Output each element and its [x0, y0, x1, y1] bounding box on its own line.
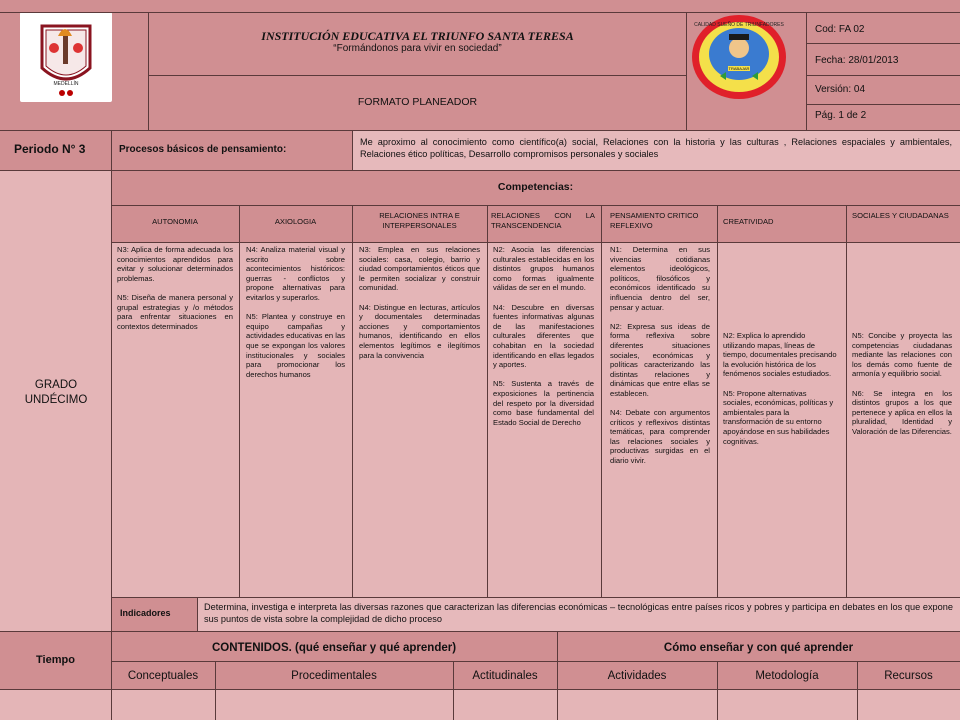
- col-actitudinales: Actitudinales: [472, 670, 538, 682]
- indicadores-text: Determina, investiga e interpreta las diversas razones que caracterizan las diferencias económicas – tecnológicas entre países ricos y pobres y participa en debates en los que expone sus puntos de vista sobre la complejidad de dicho proceso: [204, 602, 953, 624]
- institution-motto: “Formándonos para vivir en sociedad”: [333, 43, 502, 54]
- grade-label: GRADO UNDÉCIMO: [24, 379, 88, 406]
- school-badge-logo: [690, 14, 788, 100]
- comp-text-autonomia: N3: Aplica de forma adecuada los conocimientos aprendidos para evitar y solucionar determinados problemas. N5: Diseña de manera personal y grupal estrategias y /o métodos para enfrentar situaciones en contextos determinados: [117, 245, 233, 331]
- contenidos-label: CONTENIDOS. (qué enseñar y qué aprender): [211, 642, 457, 654]
- period-label: Periodo N° 3: [14, 142, 86, 156]
- comp-text-pensamiento: N1: Determina en sus vivencias cotidianas elementos ideológicos, políticos, filosóficos y económicos identificado su influencia dentro del ser, pensar y actuar. N2: Expresa sus ideas de forma reflexiva sobre diferentes situaciones sociales, económicas y políticas caracterizando las distintas relaciones y dinámicas que entre ellas se establecen. N4: Debate con argumentos críticos y reflexivos distintas temáticas, para comprender las relaciones sociales y productivas surgidas en el diario vivir.: [610, 245, 710, 466]
- comp-header-axiologia: AXIOLOGIA: [274, 217, 317, 226]
- col-recursos: Recursos: [884, 670, 933, 682]
- indicadores-label: Indicadores: [120, 608, 171, 618]
- processes-label: Procesos básicos de pensamiento:: [119, 144, 287, 155]
- competencias-title: Competencias:: [497, 181, 574, 193]
- comp-text-sociales: N5: Concibe y proyecta las competencias ciudadanas mediante las relaciones con los demás como fuente de armonía y equilibrio social. N6: Se integra en los distintos grupos a los que pertenece y aplica en ellos la pluralidad, Identidad y Valoración de las Diferencias.: [852, 331, 952, 436]
- meta-code: Cod: FA 02: [815, 24, 865, 35]
- comp-header-transcendencia: RELACIONES CON LA TRANSCENDENCIA: [491, 211, 595, 230]
- format-title: FORMATO PLANEADOR: [357, 96, 478, 108]
- col-actividades: Actividades: [607, 670, 667, 682]
- meta-page: Pág. 1 de 2: [815, 110, 867, 121]
- comp-header-sociales: SOCIALES Y CIUDADANAS: [852, 211, 949, 220]
- meta-date: Fecha: 28/01/2013: [815, 55, 899, 66]
- school-logo: [22, 14, 110, 100]
- institution-name: INSTITUCIÓN EDUCATIVA EL TRIUNFO SANTA TERESA: [261, 29, 574, 43]
- col-procedimentales: Procedimentales: [291, 670, 377, 682]
- comp-text-transcendencia: N2: Asocia las diferencias culturales establecidas en los distintos grupos humanos como formas igualmente válidas de ser en el mundo. N4: Descubre en diversas fuentes informativas algunas de las manifestaciones culturales diferentes que cohabitan en la sociedad identificando en ellas legados y aportes. N5: Sustenta a través de exposiciones la pertinencia del respeto por la diversidad como base fundamental del Estado Social de Derecho: [493, 245, 594, 427]
- right-logo-banner: TRABAJAR: [728, 66, 750, 71]
- como-label: Cómo enseñar y con qué aprender: [663, 642, 854, 654]
- comp-header-pensamiento: PENSAMIENTO CRITICO REFLEXIVO: [610, 211, 699, 230]
- tiempo-label: Tiempo: [36, 654, 75, 666]
- comp-header-autonomia: AUTONOMIA: [152, 217, 198, 226]
- comp-text-relaciones-intra: N3: Emplea en sus relaciones sociales: casa, colegio, barrio y ciudad comportamientos éticos que le permiten socializar y construir comunidad. N4: Distingue en lecturas, artículos y documentales determinadas acciones y comportamientos humanos, identificando en ellos elementos legítimos e ilegítimos para la convivencia: [359, 245, 480, 360]
- meta-version: Versión: 04: [815, 84, 866, 95]
- right-logo-text: CALIDAD SUEÑO DE TRIUNFADORES: [694, 22, 784, 28]
- col-metodologia: Metodología: [755, 670, 819, 682]
- comp-header-relaciones-intra: RELACIONES INTRA E INTERPERSONALES: [379, 211, 460, 230]
- comp-text-creatividad: N2: Explica lo aprendido utilizando mapas, líneas de tiempo, documentales precisando la evolución histórica de los fenómenos sociales estudiados. N5: Propone alternativas sociales, económicas, políticas y ambientales para la transformación de su entorno apoyándose en sus habilidades cognitivas.: [723, 331, 837, 446]
- left-logo-text: MEDELLÍN: [53, 81, 79, 87]
- comp-text-axiologia: N4: Analiza material visual y escrito sobre acontecimientos históricos: guerras - conflictos y propone alternativas para evitarlos y superarlos. N5: Plantea y construye en equipo campañas y actividades educativas en las que se expongan los valores institucionales y sociales para promocionar los derechos humanos: [246, 245, 345, 379]
- comp-header-creatividad: CREATIVIDAD: [723, 217, 774, 226]
- footer-blank: [0, 689, 960, 720]
- processes-text: Me aproximo al conocimiento como científico(a) social, Relaciones con la historia y las culturas , Relaciones espaciales y ambientales, Relaciones ético políticas, Desarrollo compromisos personales y sociales: [360, 137, 952, 159]
- col-conceptuales: Conceptuales: [127, 670, 199, 682]
